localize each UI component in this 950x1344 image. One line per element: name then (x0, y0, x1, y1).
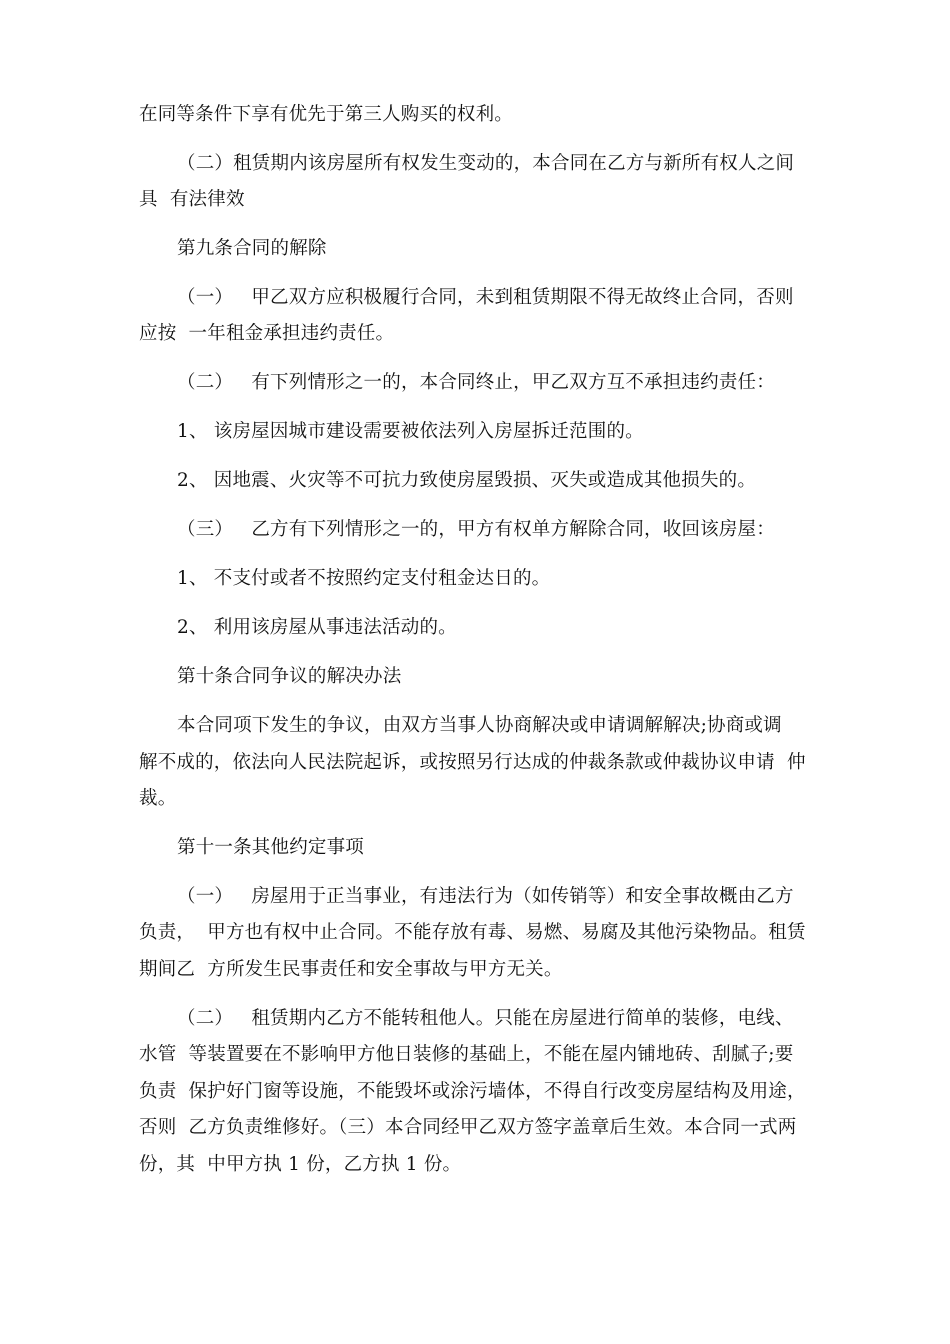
section-heading: 第九条合同的解除 (177, 238, 327, 259)
text-line: 应按 一年租金承担违约责任。 (139, 323, 395, 344)
text-line: 解不成的，依法向人民法院起诉，或按照另行达成的仲裁条款或仲裁协议申请 仲 (139, 752, 806, 773)
text-line: （一） 甲乙双方应积极履行合同，未到租赁期限不得无故终止合同，否则 (177, 287, 794, 308)
list-item: 1、 不支付或者不按照约定支付租金达日的。 (177, 568, 551, 589)
section-heading: 第十一条其他约定事项 (177, 837, 365, 858)
text-line: 裁。 (139, 788, 177, 809)
text-line: 负责 保护好门窗等设施，不能毁坏或涂污墙体，不得自行改变房屋结构及用途， (139, 1081, 806, 1102)
text-line: （二）租赁期内该房屋所有权发生变动的，本合同在乙方与新所有权人之间 (177, 153, 795, 174)
text-line: 具 有法律效 (139, 189, 245, 210)
text-line: （三） 乙方有下列情形之一的，甲方有权单方解除合同，收回该房屋： (177, 519, 775, 540)
list-item: 2、 因地震、火灾等不可抗力致使房屋毁损、灭失或造成其他损失的。 (177, 470, 757, 491)
text-line: 本合同项下发生的争议，由双方当事人协商解决或申请调解解决;协商或调 (177, 715, 782, 736)
list-item: 1、 该房屋因城市建设需要被依法列入房屋拆迁范围的。 (177, 421, 644, 442)
text-line: 期间乙 方所发生民事责任和安全事故与甲方无关。 (139, 959, 563, 980)
text-line: 否则 乙方负责维修好。（三）本合同经甲乙双方签字盖章后生效。本合同一式两 (139, 1117, 797, 1138)
text-line: 份，其 中甲方执 1 份，乙方执 1 份。 (139, 1154, 462, 1175)
text-line: 负责， 甲方也有权中止合同。不能存放有毒、易燃、易腐及其他污染物品。租赁 (139, 922, 806, 943)
section-heading: 第十条合同争议的解决办法 (177, 666, 402, 687)
text-line: （二） 有下列情形之一的，本合同终止，甲乙双方互不承担违约责任： (177, 372, 775, 393)
text-line: （二） 租赁期内乙方不能转租他人。只能在房屋进行简单的装修，电线、 (177, 1008, 794, 1029)
list-item: 2、 利用该房屋从事违法活动的。 (177, 617, 457, 638)
text-line: 水管 等装置要在不影响甲方他日装修的基础上，不能在屋内铺地砖、刮腻子;要 (139, 1044, 794, 1065)
text-line: （一） 房屋用于正当事业，有违法行为（如传销等）和安全事故概由乙方 (177, 886, 794, 907)
text-line: 在同等条件下享有优先于第三人购买的权利。 (139, 104, 514, 125)
